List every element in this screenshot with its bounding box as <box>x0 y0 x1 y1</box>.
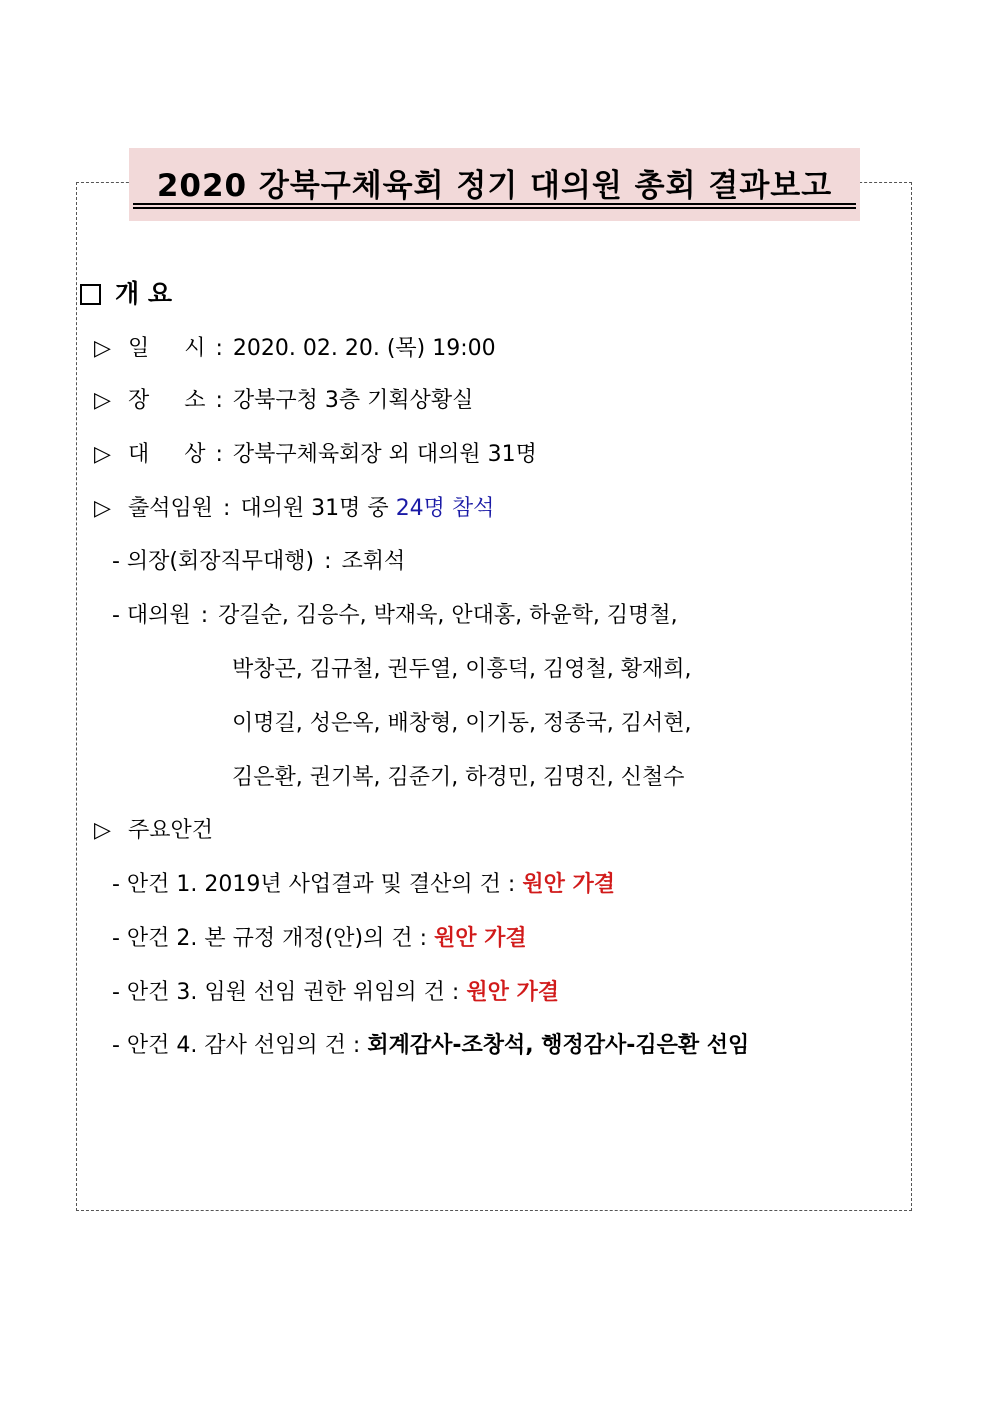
attendance-value: 대의원 31명 중 <box>240 496 389 521</box>
agenda-item-result: 원안 가결 <box>466 980 559 1005</box>
colon: : <box>215 388 223 413</box>
delegates-line: 이명길, 성은옥, 배창형, 이기동, 정종국, 김서현, <box>232 711 692 736</box>
agenda-item-result: 원안 가결 <box>433 926 527 951</box>
agenda-item-result: 원안 가결 <box>522 872 615 897</box>
title-underline <box>133 203 856 205</box>
agenda-heading-row <box>94 816 213 846</box>
agenda-item <box>112 924 527 954</box>
colon: : <box>324 549 332 574</box>
agenda-item-text: - 안건 2. 본 규정 개정(안)의 건 : <box>112 926 427 951</box>
agenda-item <box>112 870 615 900</box>
overview-target-row <box>94 440 537 470</box>
target-value: 강북구체육회장 외 대의원 31명 <box>232 442 537 467</box>
target-label: 대 상 <box>128 442 206 467</box>
delegates-label: - 대의원 <box>112 603 191 628</box>
triangle-bullet-icon: ▷ <box>94 336 111 361</box>
colon: : <box>200 603 209 628</box>
triangle-bullet-icon: ▷ <box>94 388 111 413</box>
title-underline-second <box>133 207 856 209</box>
title-box <box>129 148 860 221</box>
agenda-heading: 주요안건 <box>128 818 214 843</box>
date-value: 2020. 02. 20. (목) 19:00 <box>232 336 496 361</box>
chair-label: - 의장(회장직무대행) <box>112 549 315 574</box>
colon: : <box>215 336 223 361</box>
colon: : <box>215 442 223 467</box>
colon: : <box>223 496 231 521</box>
triangle-bullet-icon: ▷ <box>94 818 111 843</box>
attendance-highlight: 24명 참석 <box>395 496 495 521</box>
delegates-line: 김은환, 권기복, 김준기, 하경민, 김명진, 신철수 <box>232 765 685 790</box>
place-value: 강북구청 3층 기획상황실 <box>232 388 474 413</box>
attendance-label: 출석임원 <box>128 496 214 521</box>
overview-date-row <box>94 334 496 364</box>
section-heading-text: 개 요 <box>115 279 173 308</box>
place-label: 장 소 <box>128 388 206 413</box>
checkbox-icon <box>80 284 101 305</box>
delegates-line: 박창곤, 김규철, 권두열, 이흥덕, 김영철, 황재희, <box>232 657 692 682</box>
agenda-item-text: - 안건 1. 2019년 사업결과 및 결산의 건 : <box>112 872 516 897</box>
delegates-row <box>112 601 678 631</box>
chair-row <box>112 547 405 577</box>
section-heading <box>80 279 172 309</box>
triangle-bullet-icon: ▷ <box>94 496 111 521</box>
overview-place-row <box>94 386 473 416</box>
delegates-line: 강길순, 김응수, 박재욱, 안대홍, 하윤학, 김명철, <box>218 603 678 628</box>
agenda-item-result: 회계감사-조창석, 행정감사-김은환 선임 <box>367 1033 750 1058</box>
overview-attendance-row <box>94 494 494 524</box>
agenda-item <box>112 1031 749 1061</box>
date-label: 일 시 <box>128 336 206 361</box>
chair-value: 조휘석 <box>341 549 406 574</box>
agenda-item <box>112 978 559 1008</box>
page-title: 2020 강북구체육회 정기 대의원 총회 결과보고 <box>156 168 833 204</box>
agenda-item-text: - 안건 4. 감사 선임의 건 : <box>112 1033 361 1058</box>
triangle-bullet-icon: ▷ <box>94 442 111 467</box>
agenda-item-text: - 안건 3. 임원 선임 권한 위임의 건 : <box>112 980 460 1005</box>
